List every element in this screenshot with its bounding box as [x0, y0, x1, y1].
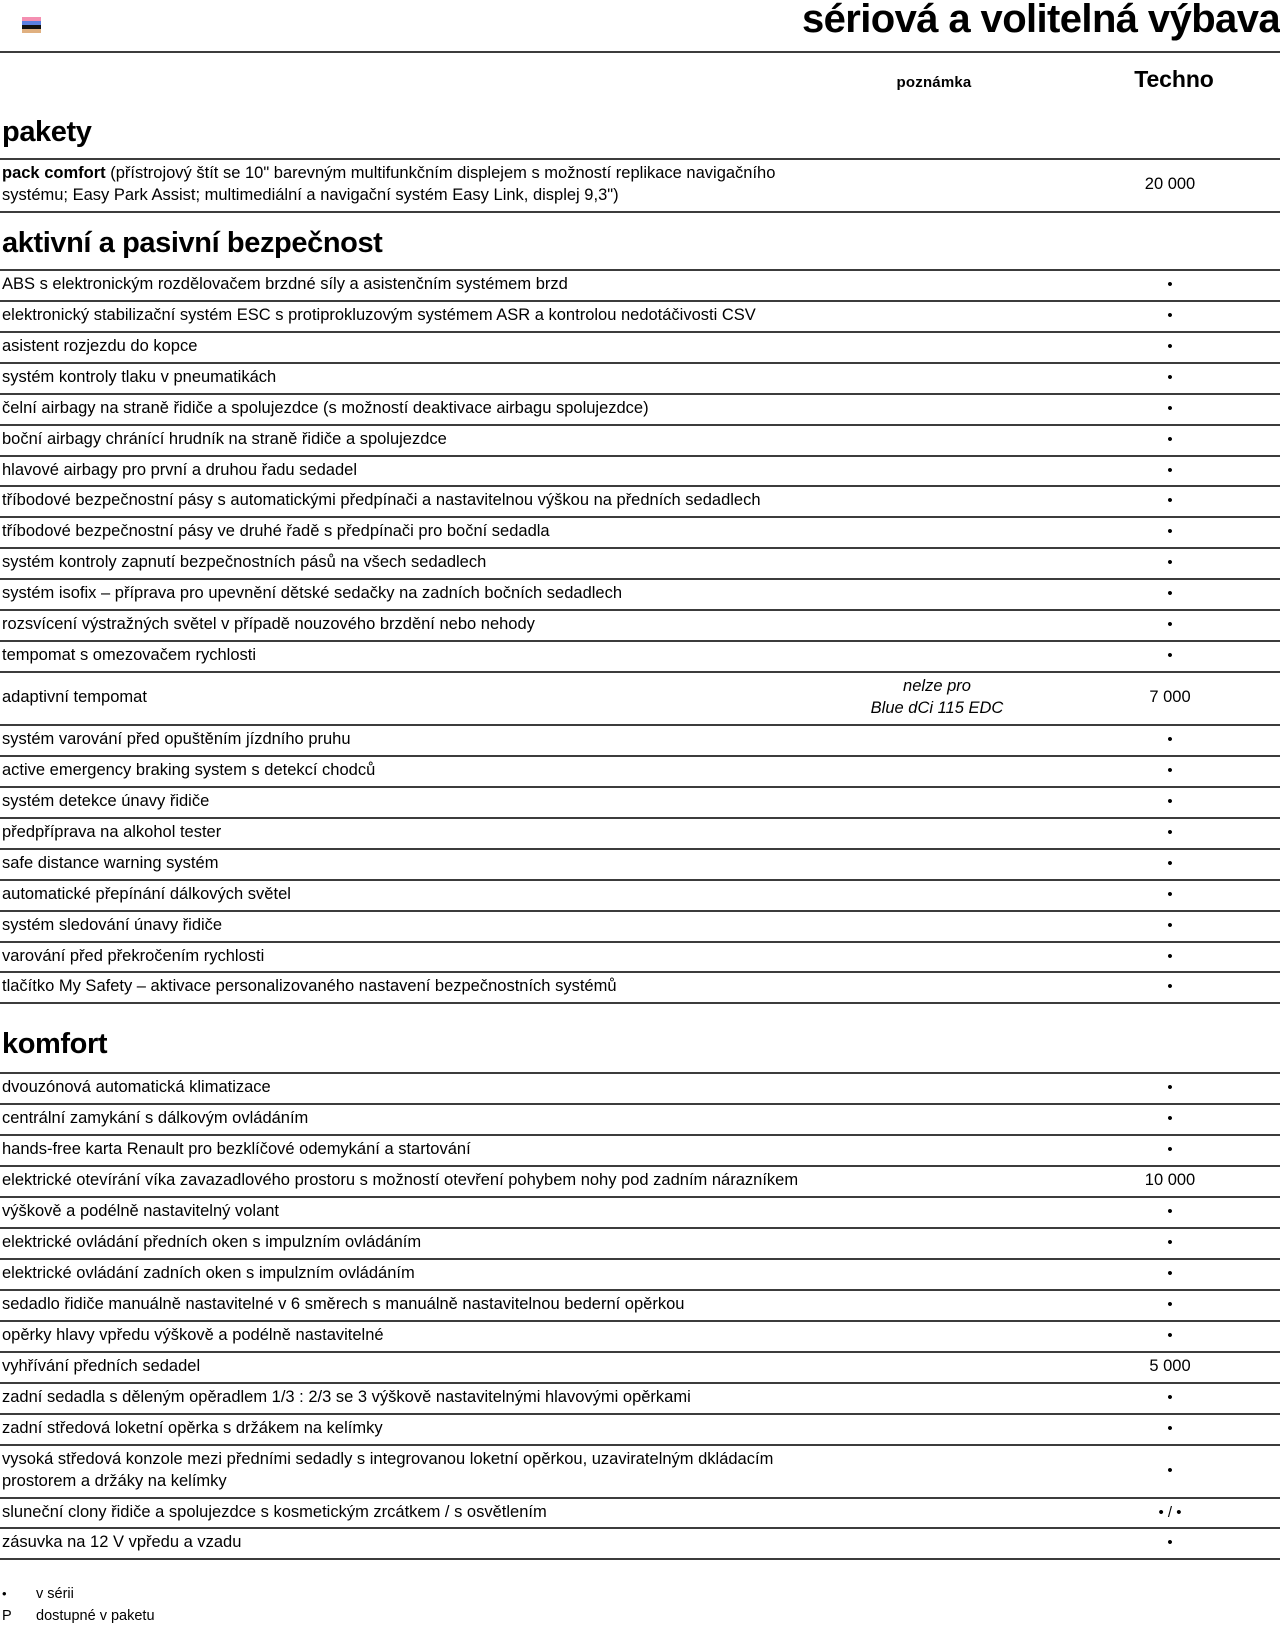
feature-note [820, 1197, 1052, 1228]
feature-note [820, 456, 1052, 487]
spec-sections [0, 110, 1280, 1560]
feature-value: • [1167, 523, 1173, 541]
feature-label: hlavové airbagy pro první a druhou řadu sedadel [2, 460, 357, 479]
feature-value: • [1167, 978, 1173, 996]
feature-label: elektronický stabilizační systém ESC s protiprokluzovým systémem ASR a kontrolou nedotáčivosti CSV [2, 305, 756, 324]
feature-value: • [1167, 854, 1173, 872]
feature-value: • [1167, 368, 1173, 386]
table-row [0, 1414, 1280, 1445]
feature-label: tříbodové bezpečnostní pásy s automatickými předpínači a nastavitelnou výškou na předních sedadlech [2, 491, 761, 510]
feature-value: • [1167, 1388, 1173, 1406]
feature-label: opěrky hlavy vpředu výškově a podélně nastavitelné [2, 1325, 384, 1344]
feature-label: varování před překročením rychlosti [2, 946, 265, 965]
feature-note [820, 270, 1052, 301]
table-row [0, 1073, 1280, 1104]
table-row [0, 1383, 1280, 1414]
feature-note [820, 1321, 1052, 1352]
legend-text: v sérii [36, 1586, 74, 1603]
table-row [0, 818, 1280, 849]
feature-value: • [1167, 492, 1173, 510]
feature-value: • [1167, 1079, 1173, 1097]
table-row [0, 672, 1280, 725]
feature-value: • [1167, 916, 1173, 934]
spec-table-bezpecnost [0, 269, 1280, 1005]
feature-note [820, 911, 1052, 942]
table-row [0, 270, 1280, 301]
feature-label: elektrické otevírání víka zavazadlového prostoru s možností otevření pohybem nohy pod zadním nárazníkem [2, 1171, 799, 1190]
feature-note-line: nelze pro [903, 677, 971, 696]
feature-note [820, 1073, 1052, 1104]
brand-logo-icon [22, 17, 41, 33]
column-header-trim: Techno [1134, 66, 1214, 92]
table-row [0, 1445, 1280, 1498]
table-row [0, 756, 1280, 787]
feature-note [820, 849, 1052, 880]
feature-label-bold: pack comfort [2, 164, 106, 182]
feature-value: • [1167, 275, 1173, 293]
feature-note [820, 1104, 1052, 1135]
feature-note [820, 787, 1052, 818]
feature-note-line: Blue dCi 115 EDC [870, 699, 1004, 717]
feature-label: automatické přepínání dálkových světel [2, 884, 291, 903]
feature-label: předpříprava na alkohol tester [2, 822, 222, 841]
feature-note [820, 972, 1052, 1003]
feature-note [820, 579, 1052, 610]
feature-value: 20 000 [1144, 174, 1196, 193]
feature-value: 10 000 [1144, 1171, 1196, 1190]
feature-note [820, 548, 1052, 579]
section-title-bezpecnost: aktivní a pasivní bezpečnost [2, 226, 383, 259]
feature-value: • [1167, 947, 1173, 965]
feature-value: • [1167, 306, 1173, 324]
feature-note [820, 159, 1052, 212]
table-row [0, 1228, 1280, 1259]
table-row [0, 880, 1280, 911]
page-header [0, 0, 1280, 52]
feature-value: • [1167, 616, 1173, 634]
feature-label: elektrické ovládání předních oken s impulzním ovládáním [2, 1233, 422, 1252]
table-row [0, 548, 1280, 579]
column-headers [0, 52, 1280, 110]
table-row [0, 425, 1280, 456]
feature-label: sluneční clony řidiče a spolujezdce s kosmetickým zrcátkem / s osvětlením [2, 1502, 547, 1521]
feature-note [820, 818, 1052, 849]
section-title-pakety: pakety [2, 116, 92, 148]
feature-value: • [1167, 1326, 1173, 1344]
feature-label: hands-free karta Renault pro bezklíčové odemykání a startování [2, 1140, 471, 1159]
feature-value: 7 000 [1149, 688, 1191, 707]
table-row [0, 787, 1280, 818]
feature-note [820, 756, 1052, 787]
feature-label: active emergency braking system s detekcí chodců [2, 760, 376, 779]
feature-label: elektrické ovládání zadních oken s impulzním ovládáním [2, 1264, 415, 1282]
feature-value: • [1167, 761, 1173, 779]
table-row [0, 363, 1280, 394]
table-row [0, 942, 1280, 973]
table-row [0, 1498, 1280, 1529]
feature-note [820, 1135, 1052, 1166]
feature-value: • [1167, 1265, 1173, 1282]
feature-value: • [1167, 554, 1173, 572]
feature-label: systém sledování únavy řidiče [2, 915, 223, 934]
logo-stripe-4 [22, 29, 41, 33]
feature-value: • [1167, 1295, 1173, 1313]
feature-note [820, 332, 1052, 363]
feature-note [820, 1166, 1052, 1197]
table-row [0, 159, 1280, 212]
feature-label: systém isofix – příprava pro upevnění dětské sedačky na zadních bočních sedadlech [2, 584, 623, 603]
feature-label: rozsvícení výstražných světel v případě nouzového brzdění nebo nehody [2, 615, 535, 634]
table-row [0, 1197, 1280, 1228]
table-row [0, 641, 1280, 672]
feature-note [820, 725, 1052, 756]
feature-note [820, 1498, 1052, 1529]
feature-value: • [1167, 430, 1173, 448]
feature-value: • [1167, 1141, 1173, 1159]
table-row [0, 972, 1280, 1003]
feature-value: • / • [1158, 1503, 1182, 1521]
feature-value: • [1167, 792, 1173, 810]
section-title-komfort: komfort [2, 1028, 108, 1061]
feature-note [820, 301, 1052, 332]
feature-note [820, 1445, 1052, 1498]
table-row [0, 332, 1280, 363]
feature-note [820, 363, 1052, 394]
feature-value: • [1167, 647, 1173, 665]
table-row [0, 725, 1280, 756]
feature-note [820, 641, 1052, 672]
feature-label: tempomat s omezovačem rychlosti [2, 646, 257, 665]
table-row [0, 1135, 1280, 1166]
feature-value: • [1167, 399, 1173, 417]
table-row [0, 1259, 1280, 1290]
legend-row [2, 1584, 1280, 1606]
page-title: sériová a volitelná výbava [801, 0, 1280, 41]
table-row [0, 610, 1280, 641]
feature-note [820, 880, 1052, 911]
spec-table-komfort [0, 1072, 1280, 1560]
table-row [0, 1166, 1280, 1197]
feature-note [820, 942, 1052, 973]
feature-value: • [1167, 1534, 1173, 1552]
legend-row [2, 1606, 1280, 1628]
feature-label: zásuvka na 12 V vpředu a vzadu [2, 1533, 242, 1552]
legend-key: P [2, 1608, 12, 1625]
feature-label: adaptivní tempomat [2, 688, 147, 707]
feature-value: • [1167, 1203, 1173, 1221]
legend-key: • [2, 1586, 7, 1602]
feature-value: • [1167, 337, 1173, 355]
feature-note [820, 1383, 1052, 1414]
feature-value: • [1167, 823, 1173, 841]
feature-value: • [1167, 885, 1173, 903]
feature-label: boční airbagy chránící hrudník na straně řidiče a spolujezdce [2, 429, 447, 448]
table-row [0, 849, 1280, 880]
feature-value: • [1167, 730, 1173, 748]
table-row [0, 579, 1280, 610]
feature-note [820, 672, 1052, 725]
table-row [0, 911, 1280, 942]
feature-value: • [1167, 1234, 1173, 1252]
feature-label: vysoká středová konzole mezi předními sedadly s integrovanou loketní opěrkou, uzaviratelným dkládacím prostorem a držáky na kelímky [2, 1449, 774, 1490]
legend [0, 1584, 1280, 1628]
feature-label-rest: (přístrojový štít se 10" barevným multifunkčním displejem s možností replikace navigačního systému; Easy Park Assist; multimediální a navigační systém Easy Link, displej 9,3") [2, 164, 776, 204]
legend-text: dostupné v paketu [36, 1608, 155, 1625]
spec-table-pakety [0, 158, 1280, 213]
table-row [0, 456, 1280, 487]
feature-label: výškově a podélně nastavitelný volant [2, 1202, 280, 1221]
feature-value: • [1167, 1110, 1173, 1128]
feature-note [820, 1414, 1052, 1445]
feature-value: • [1167, 461, 1173, 479]
feature-value: 5 000 [1149, 1356, 1191, 1375]
feature-label: asistent rozjezdu do kopce [2, 336, 198, 355]
feature-label: zadní středová loketní opěrka s držákem na kelímky [2, 1418, 383, 1437]
feature-note [820, 610, 1052, 641]
feature-note [820, 1228, 1052, 1259]
table-row [0, 517, 1280, 548]
column-header-note: poznámka [896, 74, 972, 91]
table-row [0, 394, 1280, 425]
feature-label: systém detekce únavy řidiče [2, 791, 210, 810]
feature-value: • [1167, 1461, 1173, 1479]
feature-value: • [1167, 1419, 1173, 1437]
feature-note [820, 1290, 1052, 1321]
table-row [0, 301, 1280, 332]
feature-note [820, 517, 1052, 548]
table-row [0, 1352, 1280, 1383]
feature-label: systém varování před opuštěním jízdního pruhu [2, 729, 351, 748]
feature-note [820, 394, 1052, 425]
feature-label: zadní sedadla s děleným opěradlem 1/3 : 2/3 se 3 výškově nastavitelnými hlavovými opěrkami [2, 1387, 691, 1406]
feature-label: dvouzónová automatická klimatizace [2, 1078, 271, 1097]
feature-label: safe distance warning systém [2, 853, 219, 872]
table-row [0, 1321, 1280, 1352]
table-row [0, 1528, 1280, 1559]
feature-label: systém kontroly tlaku v pneumatikách [2, 367, 277, 386]
feature-label [0, 159, 820, 212]
feature-label: ABS s elektronickým rozdělovačem brzdné síly a asistenčním systémem brzd [2, 274, 568, 293]
table-row [0, 1104, 1280, 1135]
feature-label: vyhřívání předních sedadel [2, 1356, 201, 1375]
feature-label: sedadlo řidiče manuálně nastavitelné v 6 směrech s manuálně nastavitelnou bederní opěrkou [2, 1294, 685, 1313]
table-row [0, 1290, 1280, 1321]
feature-label: tříbodové bezpečnostní pásy ve druhé řadě s předpínači pro boční sedadla [2, 522, 550, 541]
feature-label: systém kontroly zapnutí bezpečnostních pásů na všech sedadlech [2, 553, 487, 572]
feature-note [820, 1259, 1052, 1290]
feature-note [820, 1352, 1052, 1383]
feature-label: tlačítko My Safety – aktivace personalizovaného nastavení bezpečnostních systémů [2, 977, 617, 996]
feature-note [820, 1528, 1052, 1559]
table-row [0, 486, 1280, 517]
feature-label: centrální zamykání s dálkovým ovládáním [2, 1109, 309, 1128]
feature-note [820, 486, 1052, 517]
feature-value: • [1167, 585, 1173, 603]
feature-note [820, 425, 1052, 456]
feature-label: čelní airbagy na straně řidiče a spolujezdce (s možností deaktivace airbagu spolujezdce) [2, 398, 649, 417]
